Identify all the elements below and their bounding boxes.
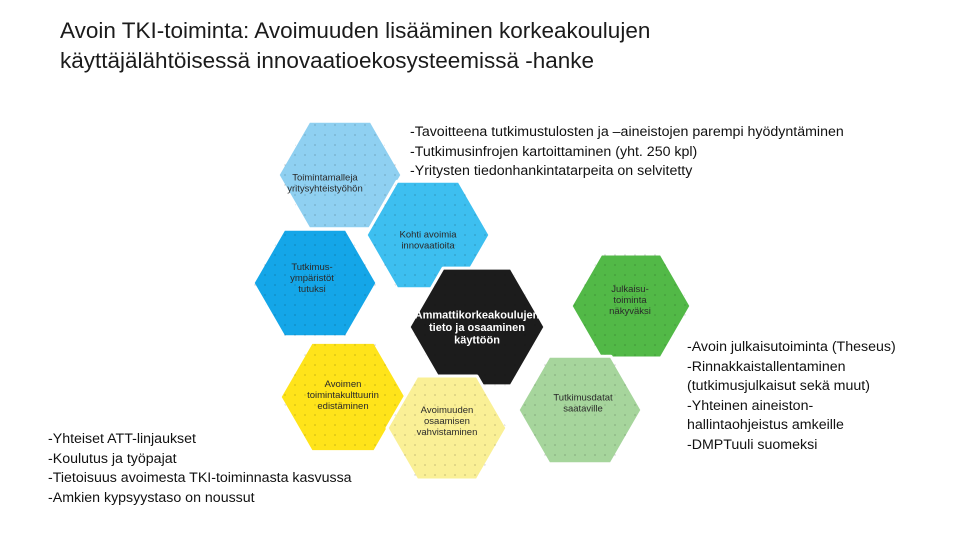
note-right [687,338,896,455]
hexagon-label: osaamisen [424,416,470,427]
hexagon-julkaisutoiminta [571,254,691,358]
hexagon-label: Tutkimus- [291,262,333,273]
note-right-line: (tutkimusjulkaisut sekä muut) [687,378,870,394]
note-left [48,430,352,508]
hexagon-label: tieto ja osaaminen [429,322,525,334]
hexagon-label: Avoimen [324,379,362,390]
note-right-line: hallintaohjeistus amkeille [687,417,844,433]
hexagon-label: Toimintamalleja [292,172,358,184]
hexagon-label: saataville [563,403,603,415]
hexagon-label: Avoimuuden [420,405,474,416]
hexagon-label: vahvistaminen [416,427,478,438]
hexagon-label: edistäminen [317,401,369,412]
hexagon-label: näkyväksi [609,306,651,317]
hexagon-label: yritysyhteistyöhön [287,183,363,195]
note-top-line: -Tutkimusinfrojen kartoittaminen (yht. 250 kpl) [410,143,698,160]
hexagon-osaaminen [387,376,507,480]
title-line-1: Avoin TKI-toiminta: Avoimuuden lisääminen korkeakoulujen [60,18,651,43]
hexagon-label: Julkaisu- [611,284,649,295]
hexagon-label: Kohti avoimia [399,229,457,241]
note-top-line: -Tavoitteena tutkimustulosten ja –aineistojen parempi hyödyntäminen [410,124,844,140]
note-right-line: -DMPTuuli suomeksi [687,436,818,453]
note-top-line: -Yritysten tiedonhankintatarpeita on selvitetty [410,163,693,179]
note-right-line: -Yhteinen aineiston- [687,397,814,414]
note-right-line: -Avoin julkaisutoiminta (Theseus) [687,339,896,355]
hexagon-label: toimintakulttuurin [307,390,379,401]
hexagon-tutkimusdatat [518,356,642,463]
hexagon-label: ympäristöt [290,273,334,284]
note-left-line: -Tietoisuus avoimesta TKI-toiminnasta kasvussa [48,470,352,486]
hexagon-label: toiminta [613,295,647,306]
note-top [410,123,844,182]
note-left-line: -Koulutus ja työpajat [48,450,177,467]
hexagon-tutkimusymparistot [253,229,377,336]
hexagon-label: käyttöön [454,334,500,347]
hexagon-label: innovaatioita [401,240,455,252]
note-right-line: -Rinnakkaistallentaminen [687,358,846,375]
note-left-line: -Amkien kypsyystaso on noussut [48,489,255,506]
hexagon-label: tutuksi [298,284,326,295]
hexagon-label: Ammattikorkeakoulujen [414,309,540,322]
note-left-line: -Yhteiset ATT-linjaukset [48,431,196,447]
hexagon-label: Tutkimusdatat [553,392,613,404]
title-line-2: käyttäjälähtöisessä innovaatioekosysteemissä -hanke [60,48,595,73]
